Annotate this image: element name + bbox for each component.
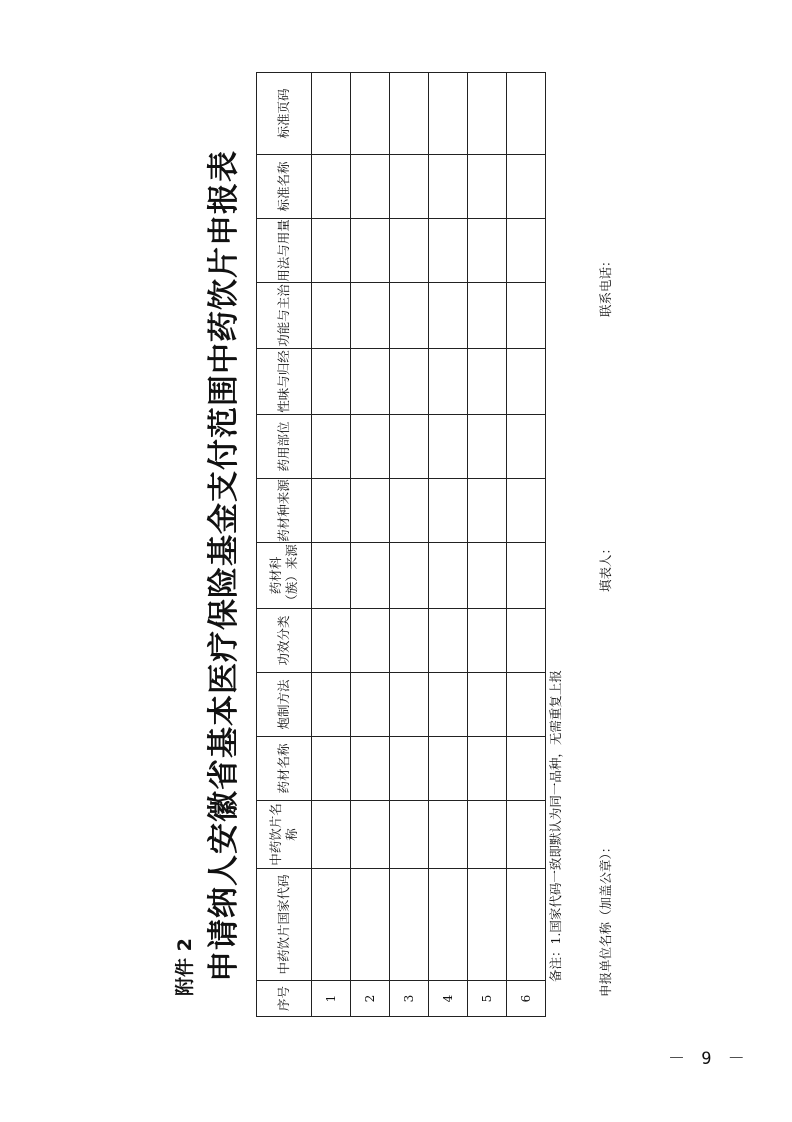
table-row (390, 73, 429, 1017)
table-cell (390, 737, 429, 801)
table-row (351, 73, 390, 1017)
row-number-cell: 6 (507, 981, 546, 1017)
table-cell (312, 155, 351, 219)
table-cell (468, 609, 507, 673)
form-title: 申请纳人安徽省基本医疗保险基金支付范围中药饮片申报表 (206, 150, 242, 982)
table-row (468, 73, 507, 1017)
table-cell (507, 673, 546, 737)
table-cell (312, 219, 351, 283)
table-row (429, 73, 468, 1017)
table-cell (351, 349, 390, 415)
table-cell (468, 801, 507, 869)
table-cell (507, 479, 546, 543)
table-cell (507, 73, 546, 155)
table-cell (312, 673, 351, 737)
table-cell (468, 349, 507, 415)
phone-label: 联系电话： (598, 254, 613, 317)
header-cell: 炮制方法 (257, 673, 312, 737)
row-number-cell: 4 (429, 981, 468, 1017)
table-cell (429, 737, 468, 801)
table-cell (312, 801, 351, 869)
table-cell (390, 155, 429, 219)
table-cell (507, 349, 546, 415)
page-number: － 9 － (668, 1049, 748, 1069)
table-cell (468, 479, 507, 543)
table-cell (468, 869, 507, 981)
table-cell (390, 349, 429, 415)
table-row (507, 73, 546, 1017)
header-cell: 药材科（族）来源 (257, 543, 312, 609)
table-cell (468, 219, 507, 283)
table-cell (429, 155, 468, 219)
table-cell (351, 415, 390, 479)
table-cell (429, 801, 468, 869)
header-cell: 功效分类 (257, 609, 312, 673)
header-cell: 标准名称 (257, 155, 312, 219)
filler-label: 填表人： (598, 541, 613, 592)
table-cell (312, 737, 351, 801)
table-cell (507, 869, 546, 981)
table-cell (351, 219, 390, 283)
table-cell (390, 869, 429, 981)
table-cell (390, 543, 429, 609)
table-cell (507, 609, 546, 673)
attachment-label: 附件 2 (174, 938, 196, 996)
row-number-cell: 3 (390, 981, 429, 1017)
header-cell: 中药饮片国家代码 (257, 869, 312, 981)
unit-name-label: 申报单位名称（加盖公章）： (598, 840, 613, 997)
table-cell (351, 283, 390, 349)
table-header-row (257, 73, 312, 1017)
table-cell (468, 155, 507, 219)
table-row (312, 73, 351, 1017)
table-cell (429, 219, 468, 283)
table-cell (390, 73, 429, 155)
table-cell (507, 801, 546, 869)
declaration-table (256, 72, 546, 1017)
header-cell: 用法与用量 (257, 219, 312, 283)
table-cell (312, 349, 351, 415)
table-cell (507, 219, 546, 283)
table-cell (390, 479, 429, 543)
table-cell (312, 73, 351, 155)
table-cell (468, 543, 507, 609)
table-cell (468, 415, 507, 479)
table-cell (312, 283, 351, 349)
table-cell (351, 155, 390, 219)
header-cell: 药材名称 (257, 737, 312, 801)
table-cell (390, 219, 429, 283)
header-cell: 序号 (257, 981, 312, 1017)
table-cell (312, 609, 351, 673)
table-cell (429, 283, 468, 349)
table-cell (429, 349, 468, 415)
header-cell: 中药饮片名称 (257, 801, 312, 869)
table-cell (429, 609, 468, 673)
table-cell (351, 869, 390, 981)
table-cell (390, 801, 429, 869)
table-cell (429, 73, 468, 155)
remark-note: 备注：1.国家代码一致即默认为同一品种，无需重复上报 (548, 670, 563, 982)
table-cell (429, 673, 468, 737)
table-cell (351, 801, 390, 869)
table-cell (312, 869, 351, 981)
table-cell (507, 283, 546, 349)
table-cell (507, 543, 546, 609)
table-cell (507, 415, 546, 479)
table-cell (351, 609, 390, 673)
table-body (312, 73, 546, 1017)
table-cell (312, 479, 351, 543)
table-cell (312, 543, 351, 609)
table-cell (390, 283, 429, 349)
table-cell (507, 737, 546, 801)
table-cell (429, 869, 468, 981)
header-cell: 功能与主治 (257, 283, 312, 349)
table-cell (351, 737, 390, 801)
table-cell (312, 415, 351, 479)
header-cell: 性味与归经 (257, 349, 312, 415)
table-cell (390, 415, 429, 479)
header-cell: 药用部位 (257, 415, 312, 479)
header-cell: 标准页码 (257, 73, 312, 155)
table-cell (468, 283, 507, 349)
row-number-cell: 5 (468, 981, 507, 1017)
table-cell (351, 73, 390, 155)
table-cell (468, 73, 507, 155)
table-cell (351, 479, 390, 543)
table-cell (468, 737, 507, 801)
table-cell (468, 673, 507, 737)
table-cell (429, 479, 468, 543)
table-cell (507, 155, 546, 219)
table-cell (429, 415, 468, 479)
table-cell (390, 673, 429, 737)
header-cell: 药材种来源 (257, 479, 312, 543)
table-cell (390, 609, 429, 673)
row-number-cell: 2 (351, 981, 390, 1017)
table-cell (351, 673, 390, 737)
table-cell (429, 543, 468, 609)
table-cell (351, 543, 390, 609)
row-number-cell: 1 (312, 981, 351, 1017)
